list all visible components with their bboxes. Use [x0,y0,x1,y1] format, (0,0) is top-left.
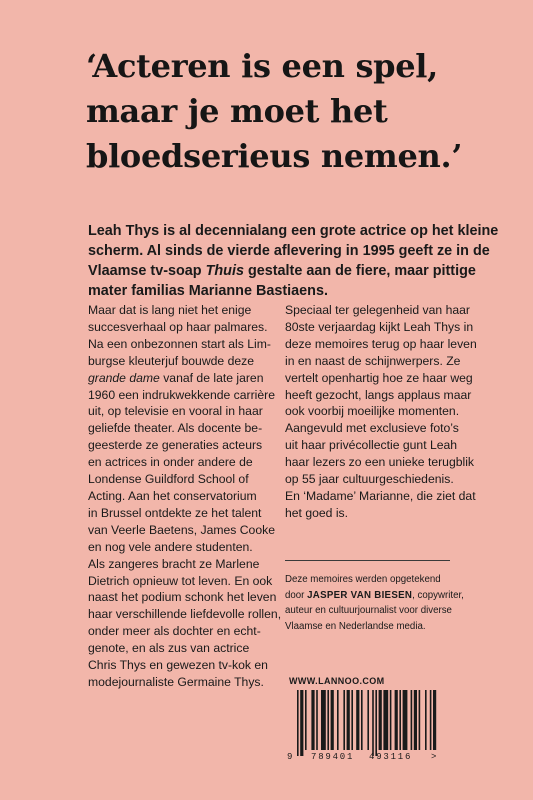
body-line: op 55 jaar cultuurgeschiedenis. [285,472,454,487]
divider [285,560,450,561]
lead-line: scherm. Al sinds de vierde aflevering in 1995 geeft ze in de [88,243,490,259]
body-line: En ‘Madame’ Marianne, die ziet dat [285,488,476,503]
barcode-bar [297,690,299,756]
body-line: en nog vele andere studenten. [88,539,253,554]
body-line: Chris Thys en gewezen tv-kok en [88,658,268,673]
barcode-bar [367,690,369,750]
barcode-bar [305,690,307,750]
body-line: het goed is. [285,505,349,520]
barcode-bar [321,690,326,750]
body-text: vanaf de late jaren [159,370,264,385]
author-credit [285,572,490,634]
body-line: ook voorbij moeilijke momenten. [285,404,460,419]
body-line: in en naast de schijnwerpers. Ze [285,353,461,368]
barcode-bar [419,690,421,750]
barcode-bar [375,690,377,756]
body-line: 1960 een indrukwekkende carrière [88,387,275,402]
body-column-left [88,302,282,691]
barcode-bar [414,690,417,750]
credit-line [285,588,490,604]
body-line: Aangevuld met exclusieve foto’s [285,421,459,436]
barcode-bar [395,690,398,750]
lead-text: Vlaamse tv-soap [88,263,206,279]
body-line: Als zangeres bracht ze Marlene [88,556,260,571]
author-name: JASPER VAN BIESEN [307,589,413,601]
barcode-bar [403,690,408,750]
credit-line: Deze memoires werden opgetekend [285,574,441,585]
barcode-bar [425,690,427,750]
lead-italic: Thuis [205,263,244,279]
lead-line: Leah Thys is al decennialang een grote actrice op het kleine [88,223,499,239]
body-line: Acting. Aan het conservatorium [88,488,257,503]
barcode-bar [399,690,401,750]
isbn-barcode [285,688,445,762]
quote-line: maar je moet het [86,92,388,130]
barcode-bar [316,690,318,750]
barcode-bar [390,690,392,750]
quote-line: ‘Acteren is een spel, [86,47,438,85]
credit-text: , copywriter, [412,589,464,601]
body-line: deze memoires terug op haar leven [285,336,477,351]
barcode-bar [331,690,334,750]
body-line: vertelt openhartig hoe ze haar weg [285,370,473,385]
body-line: geliefde theater. Als docente be- [88,421,263,436]
lead-line [88,261,508,281]
barcode-bar [379,690,382,750]
barcode-bar [430,690,432,750]
body-line: Maar dat is lang niet het enige [88,303,252,317]
body-line: onder meer als dochter en echt- [88,624,261,639]
barcode-bar [356,690,359,750]
lead-line: mater familias Marianne Bastiaens. [88,283,328,299]
body-line: succesverhaal op haar palmares. [88,319,268,334]
barcode-bar [327,690,329,750]
body-line: modejournaliste Germaine Thys. [88,674,264,689]
barcode-arrow: > [431,752,437,762]
barcode-bar [383,690,388,750]
body-line [88,370,278,387]
barcode-graphic [285,688,445,762]
barcode-bar [411,690,413,750]
barcode-bars [297,690,436,756]
body-line: heeft gezocht, langs applaus maar [285,387,472,402]
body-line: 80ste verjaardag kijkt Leah Thys in [285,319,474,334]
lead-paragraph [88,221,508,301]
barcode-digits-right: 493116 [369,752,413,762]
lead-text: gestalte aan de fiere, maar pittige [243,263,476,279]
body-line: Na een onbezonnen start als Lim- [88,336,271,351]
barcode-bar [433,690,436,750]
barcode-bar [347,690,350,750]
body-line: burgse kleuterjuf bouwde deze [88,353,254,368]
body-line: geesterde ze generaties acteurs [88,438,263,453]
body-line: Londense Guildford School of [88,472,249,487]
body-line: haar verschillende liefdevolle rollen, [88,607,282,622]
barcode-bar [343,690,345,750]
publisher-url[interactable]: WWW.LANNOO.COM [289,676,385,686]
body-column-right [285,302,485,522]
barcode-digit-first: 9 [287,752,293,762]
body-line: in Brussel ontdekte ze het talent [88,505,262,520]
barcode-bar [300,690,303,756]
body-line: van Veerle Baetens, James Cooke [88,522,275,537]
barcode-bar [361,690,363,750]
barcode-digits-left: 789401 [311,752,355,762]
body-line: Speciaal ter gelegenheid van haar [285,303,470,317]
body-italic: grande dame [88,370,160,385]
body-line: Dietrich opnieuw tot leven. En ook [88,573,273,588]
credit-line: Vlaamse en Nederlandse media. [285,620,426,632]
credit-text: door [285,589,308,601]
body-line: en actrices in onder andere de [88,455,253,470]
pull-quote [86,44,506,179]
body-line: haar lezers zo een unieke terugblik [285,455,475,470]
body-line: uit haar privécollectie gunt Leah [285,438,458,453]
barcode-bar [311,690,314,750]
barcode-bar [351,690,353,750]
body-line: genote, en als zus van actrice [88,641,250,656]
body-line: naast het podium schonk het leven [88,590,277,605]
barcode-bar [372,690,374,756]
quote-line: bloedserieus nemen.’ [86,137,463,175]
barcode-bar [337,690,339,750]
credit-line: auteur en cultuurjournalist voor diverse [285,605,452,616]
body-line: uit, op televisie en vooral in haar [88,404,263,419]
